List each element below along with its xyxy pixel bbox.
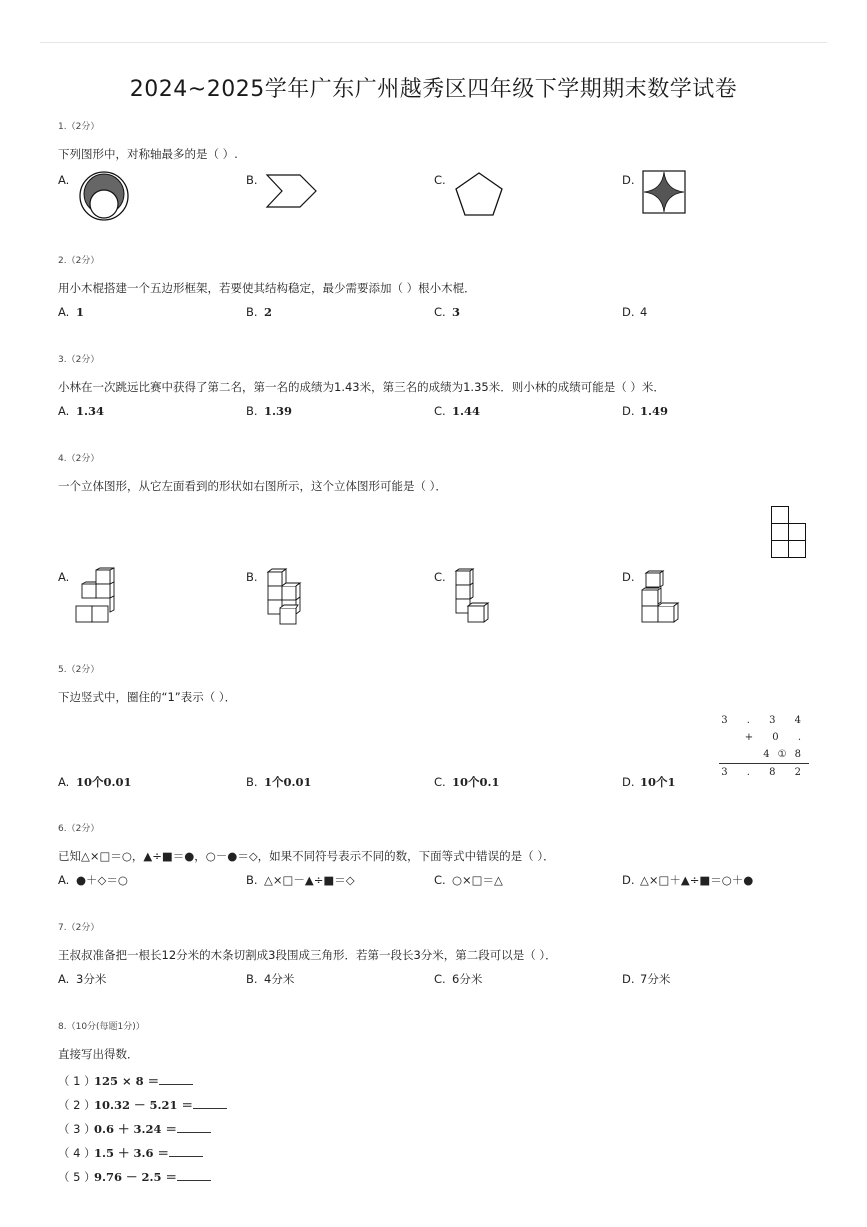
- vertical-addition: [719, 712, 809, 781]
- option-a[interactable]: A. 1: [58, 305, 85, 319]
- question-number: 1.: [58, 122, 67, 132]
- option-b[interactable]: B. 1.39: [246, 404, 293, 418]
- option-d[interactable]: D.: [622, 173, 635, 187]
- option-c[interactable]: C.: [434, 570, 446, 584]
- question-number: 4.: [58, 454, 67, 464]
- question-score: （2分）: [66, 355, 100, 365]
- question-number: 5.: [58, 665, 67, 675]
- option-b[interactable]: B. 4分米: [246, 972, 295, 986]
- calc-item-1: （ 1 ）125 × 8 ＝: [58, 1072, 193, 1089]
- question-4: [58, 452, 809, 632]
- option-b[interactable]: B. 2: [246, 305, 273, 319]
- question-1: [58, 120, 809, 230]
- answer-blank[interactable]: [193, 1096, 227, 1109]
- question-stem: 已知△×□＝○，▲÷■＝●，○－●＝◇，如果不同符号表示不同的数，下面等式中错误的是（ ）．: [58, 849, 555, 863]
- answer-blank[interactable]: [159, 1072, 193, 1085]
- question-3: [58, 353, 809, 423]
- option-d[interactable]: D. 7分米: [622, 972, 671, 986]
- option-c[interactable]: C. 10个0.1: [434, 775, 500, 789]
- option-b[interactable]: B. △×□－▲÷■＝◇: [246, 873, 355, 887]
- page-title: 2024~2025学年广东广州越秀区四年级下学期期末数学试卷: [129, 77, 738, 102]
- option-c[interactable]: C.: [434, 173, 446, 187]
- option-b[interactable]: B. 1个0.01: [246, 775, 312, 789]
- question-6: [58, 822, 809, 892]
- cube-stack-d: [642, 570, 686, 626]
- circles-figure: [78, 170, 130, 222]
- cube-stack-a: [76, 568, 120, 624]
- question-5: [58, 663, 809, 803]
- question-2: [58, 254, 809, 324]
- question-number: 6.: [58, 824, 67, 834]
- question-score: （2分）: [66, 454, 100, 464]
- question-stem: 下边竖式中，圈住的“1”表示（ ）．: [58, 690, 237, 704]
- option-a[interactable]: A. 3分米: [58, 972, 107, 986]
- option-a[interactable]: A.: [58, 173, 70, 187]
- question-number: 7.: [58, 923, 67, 933]
- option-a[interactable]: A. ●＋◇＝○: [58, 873, 128, 887]
- calc-item-4: （ 4 ）1.5 ＋ 3.6 ＝: [58, 1144, 203, 1161]
- question-score: （2分）: [66, 122, 100, 132]
- option-c[interactable]: C. 3: [434, 305, 461, 319]
- question-number: 2.: [58, 256, 67, 266]
- option-c[interactable]: C. 1.44: [434, 404, 481, 418]
- question-score: （2分）: [66, 256, 100, 266]
- option-b[interactable]: B.: [246, 570, 258, 584]
- left-view-figure: [771, 506, 807, 558]
- question-stem: 用小木棍搭建一个五边形框架，若要使其结构稳定，最少需要添加（ ）根小木棍．: [58, 281, 476, 295]
- question-8: [58, 1020, 809, 1190]
- question-number: 8.: [58, 1022, 67, 1032]
- question-number: 3.: [58, 355, 67, 365]
- option-b[interactable]: B.: [246, 173, 258, 187]
- header-divider: [40, 42, 827, 43]
- addend-1: 3 . 3 4: [721, 715, 809, 726]
- square-star-figure: [642, 170, 686, 214]
- question-stem: 直接写出得数．: [58, 1047, 139, 1061]
- cube-stack-c: [454, 568, 494, 624]
- pentagon-figure: [455, 172, 503, 216]
- arrow-chevron-figure: [266, 174, 318, 208]
- question-stem: 小林在一次跳远比赛中获得了第二名，第一名的成绩为1.43米，第三名的成绩为1.35米．则小林的成绩可能是（ ）米．: [58, 380, 665, 394]
- option-d[interactable]: D. △×□＋▲÷■＝○＋●: [622, 873, 754, 887]
- answer-blank[interactable]: [169, 1144, 203, 1157]
- option-a[interactable]: A.: [58, 570, 70, 584]
- option-a[interactable]: A. 1.34: [58, 404, 105, 418]
- answer-blank[interactable]: [177, 1168, 211, 1181]
- calc-item-5: （ 5 ）9.76 － 2.5 ＝: [58, 1168, 211, 1185]
- option-d[interactable]: D.: [622, 570, 635, 584]
- sum: 3 . 8 2: [721, 767, 809, 778]
- question-score: （2分）: [66, 665, 100, 675]
- option-d[interactable]: D. 10个1: [622, 775, 676, 789]
- question-7: [58, 921, 809, 991]
- answer-blank[interactable]: [177, 1120, 211, 1133]
- option-d[interactable]: D. 4: [622, 305, 648, 319]
- option-d[interactable]: D. 1.49: [622, 404, 669, 418]
- calc-item-2: （ 2 ）10.32 － 5.21 ＝: [58, 1096, 227, 1113]
- question-score: （2分）: [66, 824, 100, 834]
- question-score: （10分(每题1分)）: [66, 1022, 145, 1032]
- question-score: （2分）: [66, 923, 100, 933]
- addend-2: + 0 . 4①8: [719, 729, 809, 764]
- calc-item-3: （ 3 ）0.6 ＋ 3.24 ＝: [58, 1120, 211, 1137]
- option-c[interactable]: C. ○×□＝△: [434, 873, 503, 887]
- question-stem: 王叔叔准备把一根长12分米的木条切割成3段围成三角形．若第一段长3分米，第二段可以是（ ）．: [58, 948, 557, 962]
- cube-stack-b: [266, 568, 306, 626]
- option-c[interactable]: C. 6分米: [434, 972, 483, 986]
- question-stem: 一个立体图形，从它左面看到的形状如右图所示，这个立体图形可能是（ ）．: [58, 479, 447, 493]
- question-stem: 下列图形中，对称轴最多的是（ ）.: [58, 147, 238, 161]
- option-a[interactable]: A. 10个0.01: [58, 775, 132, 789]
